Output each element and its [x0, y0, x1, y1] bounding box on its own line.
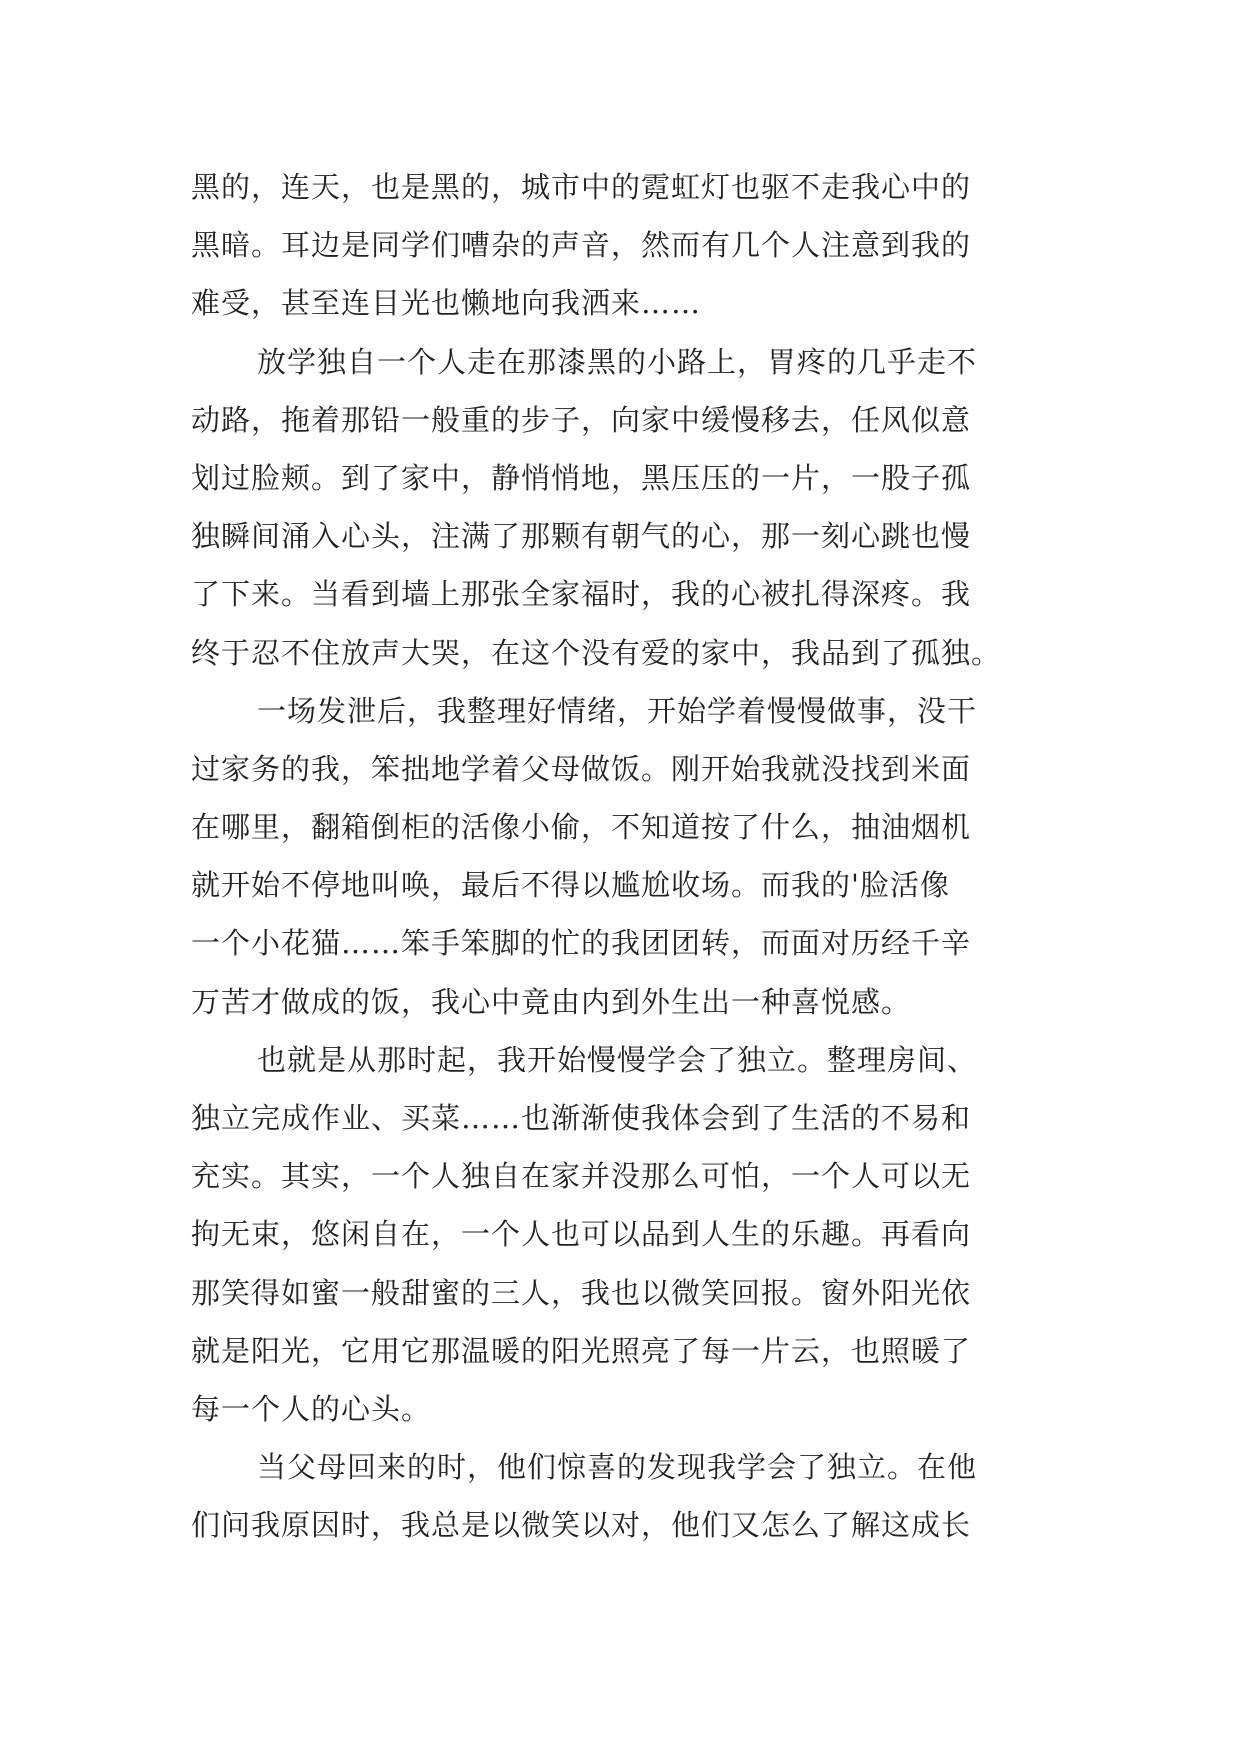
paragraph-1-line-2: 黑暗。耳边是同学们嘈杂的声音，然而有几个人注意到我的	[191, 228, 972, 263]
paragraph-2-line-4: 独瞬间涌入心头，注满了那颗有朝气的心，那一刻心跳也慢	[191, 519, 972, 554]
paragraph-5-line-2: 们问我原因时，我总是以微笑以对，他们又怎么了解这成长	[191, 1508, 972, 1543]
paragraph-4-line-5: 那笑得如蜜一般甜蜜的三人，我也以微笑回报。窗外阳光依	[191, 1275, 972, 1310]
paragraph-4-line-1: 也就是从那时起，我开始慢慢学会了独立。整理房间、	[257, 1042, 978, 1077]
paragraph-2-line-5: 了下来。当看到墙上那张全家福时，我的心被扎得深疼。我	[191, 577, 972, 612]
paragraph-2-line-6: 终于忍不住放声大哭，在这个没有爱的家中，我品到了孤独。	[191, 635, 1002, 670]
paragraph-4-line-2: 独立完成作业、买菜……也渐渐使我体会到了生活的不易和	[191, 1101, 972, 1135]
paragraph-4-line-7: 每一个人的心头。	[191, 1391, 432, 1426]
paragraph-4-line-6: 就是阳光，它用它那温暖的阳光照亮了每一片云，也照暖了	[191, 1333, 972, 1368]
paragraph-1-line-1: 黑的，连天，也是黑的，城市中的霓虹灯也驱不走我心中的	[191, 170, 972, 204]
essay-body	[191, 158, 1061, 1555]
paragraph-2-line-3: 划过脸颊。到了家中，静悄悄地，黑压压的一片，一股子孤	[191, 460, 972, 495]
paragraph-4-line-3: 充实。其实，一个人独自在家并没那么可怕，一个人可以无	[191, 1159, 972, 1194]
paragraph-3-line-3: 在哪里，翻箱倒柜的活像小偷，不知道按了什么，抽油烟机	[191, 810, 972, 845]
paragraph-2-line-1: 放学独自一个人走在那漆黑的小路上，胃疼的几乎走不	[257, 344, 978, 379]
paragraph-5-line-1: 当父母回来的时，他们惊喜的发现我学会了独立。在他	[257, 1450, 978, 1485]
paragraph-4-line-4: 拘无束，悠闲自在，一个人也可以品到人生的乐趣。再看向	[191, 1217, 972, 1252]
paragraph-3-line-5: 一个小花猫……笨手笨脚的忙的我团团转，而面对历经千辛	[191, 926, 972, 961]
paragraph-3-line-1: 一场发泄后，我整理好情绪，开始学着慢慢做事，没干	[257, 693, 978, 728]
paragraph-2-line-2: 动路，拖着那铅一般重的步子，向家中缓慢移去，任风似意	[191, 402, 972, 437]
paragraph-3-line-2: 过家务的我，笨拙地学着父母做饭。刚开始我就没找到米面	[191, 751, 972, 786]
paragraph-3-line-6: 万苦才做成的饭，我心中竟由内到外生出一种喜悦感。	[191, 984, 912, 1019]
paragraph-3-line-4: 就开始不停地叫唤，最后不得以尴尬收场。而我的'脸活像	[191, 868, 950, 903]
paragraph-1-line-3: 难受，甚至连目光也懒地向我洒来……	[191, 286, 702, 321]
